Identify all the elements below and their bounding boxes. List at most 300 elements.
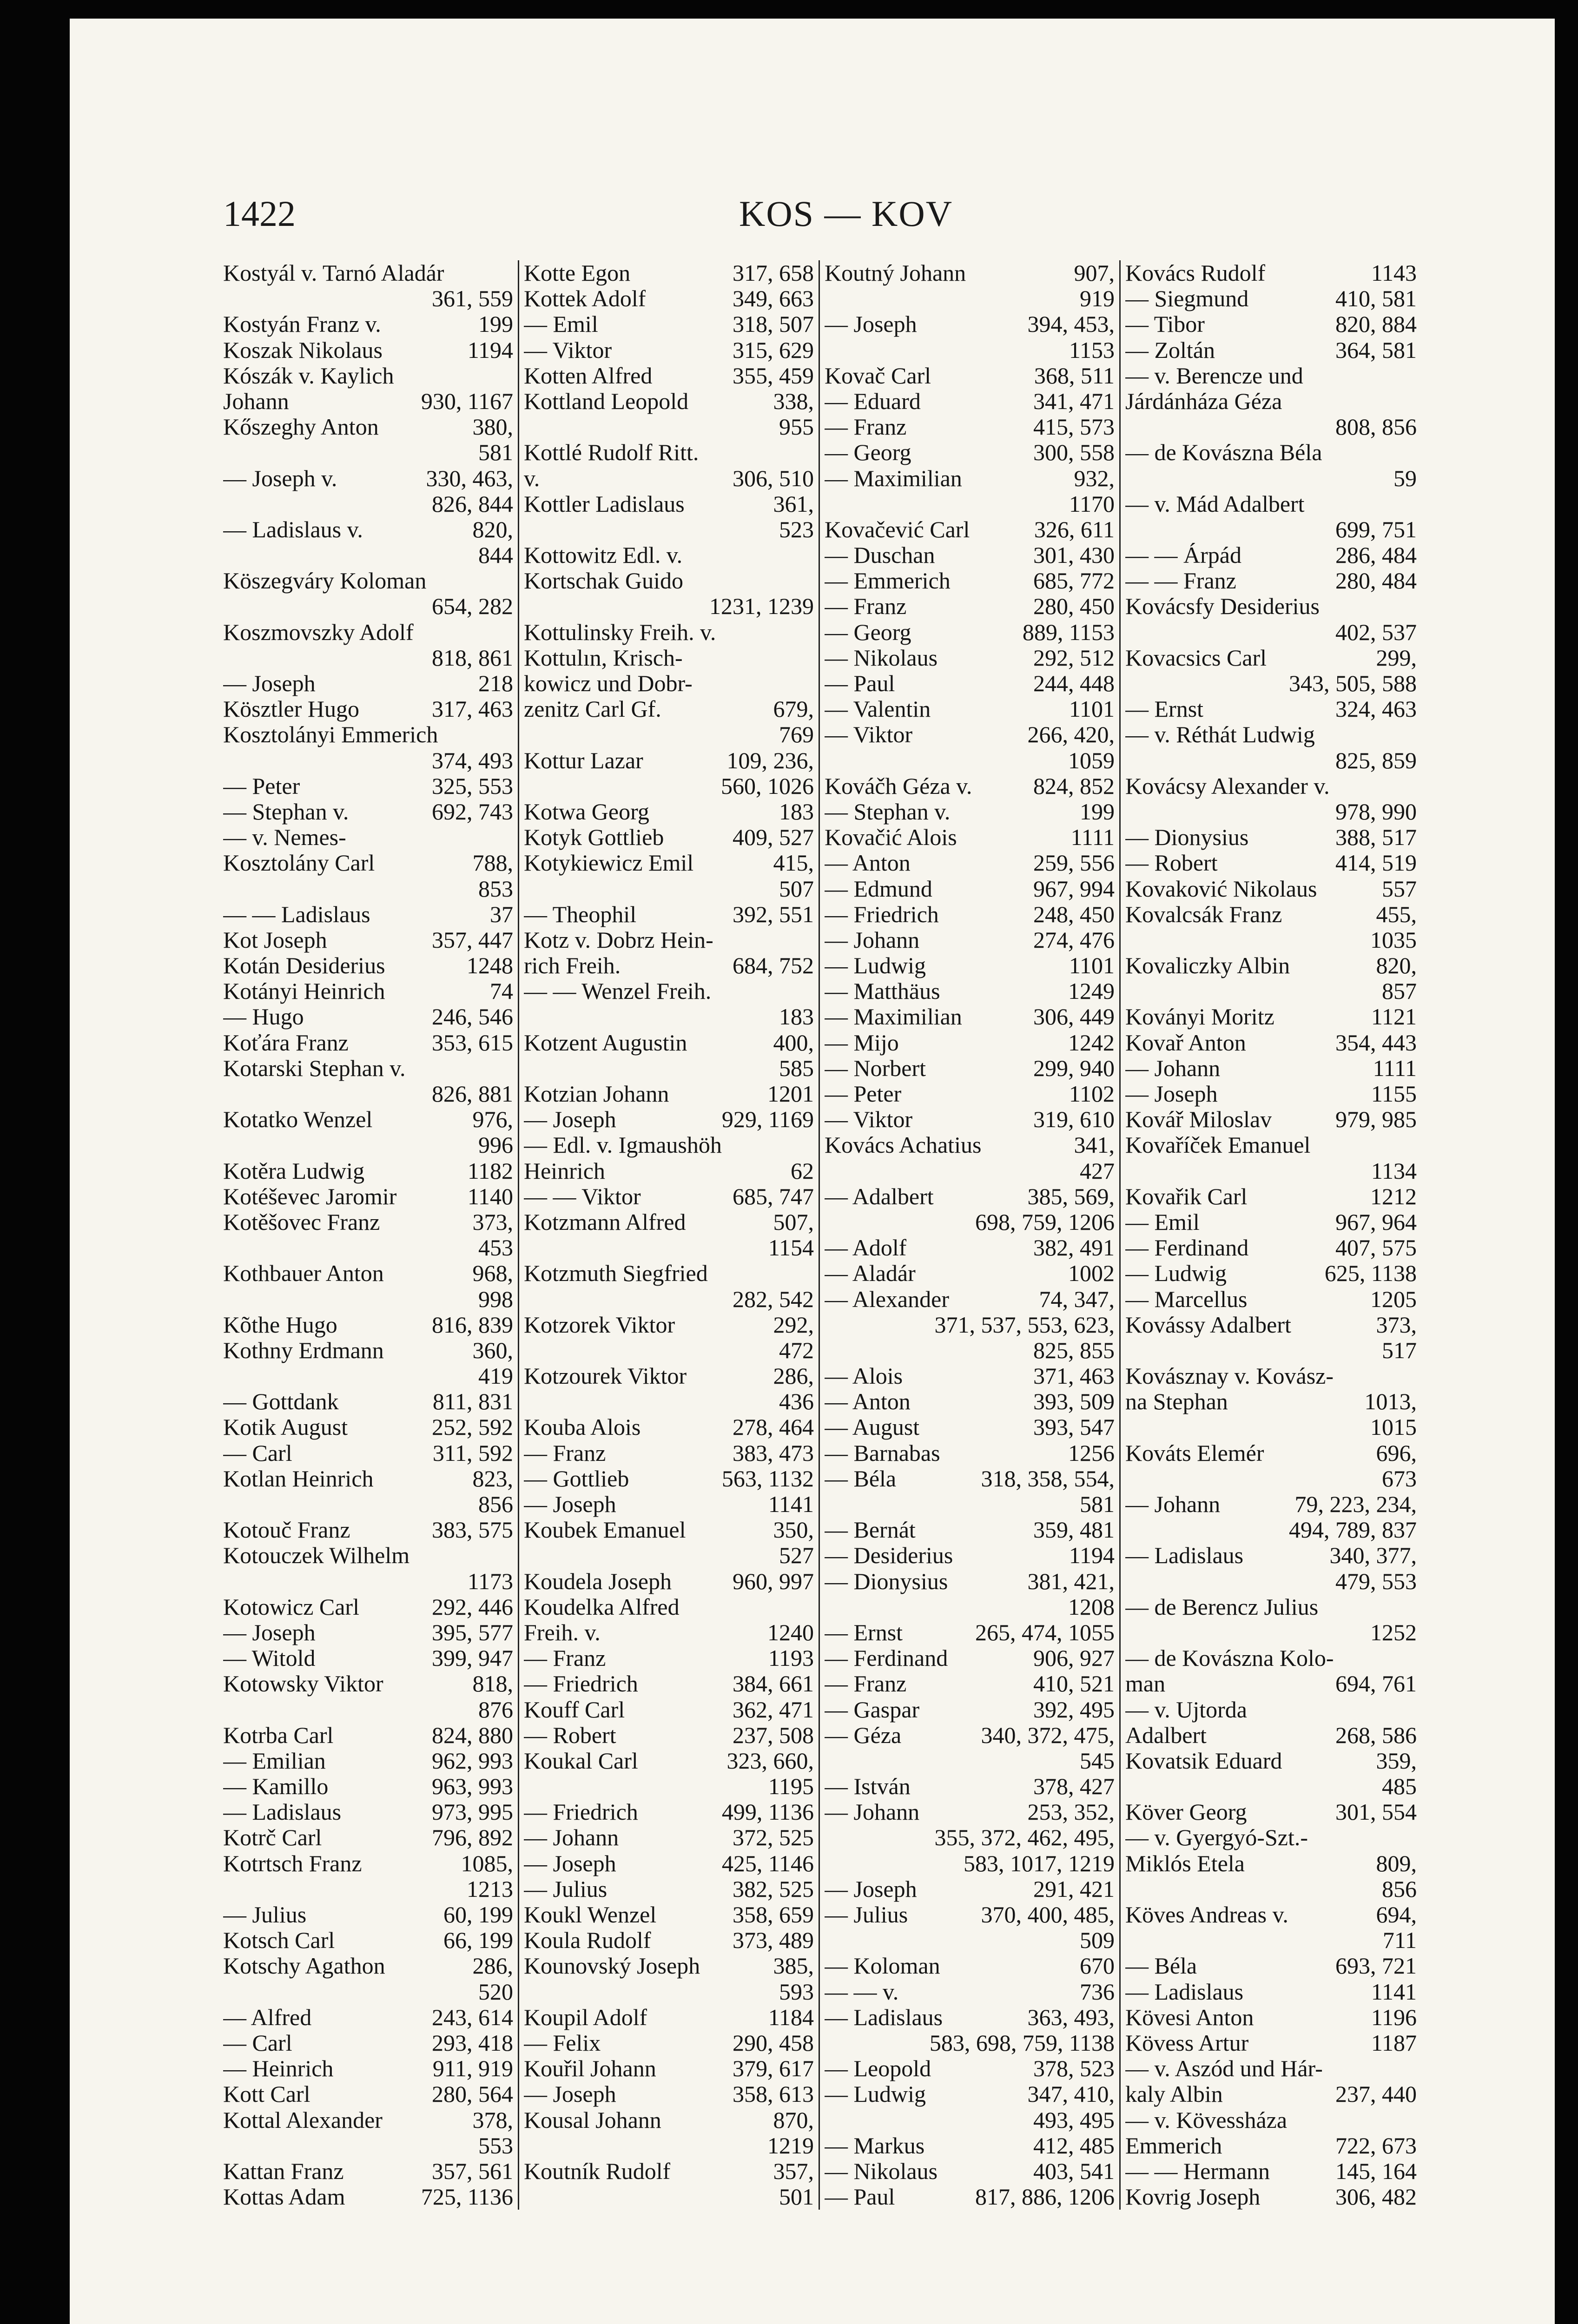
entry-refs: 292, 446 (432, 1594, 513, 1620)
entry-refs: 278, 464 (733, 1414, 814, 1440)
page-header (70, 184, 1555, 239)
entry-refs: 306, 482 (1335, 2184, 1417, 2210)
index-entry (1125, 1004, 1417, 1030)
entry-name: Kott Carl (223, 2081, 310, 2107)
entry-name: — Joseph (524, 2081, 616, 2107)
index-entry (1125, 1851, 1417, 1876)
entry-refs: 670 (1080, 1953, 1115, 1979)
index-entry (1125, 1081, 1417, 1107)
entry-refs: 410, 521 (1033, 1671, 1115, 1697)
entry-refs: 382, 525 (733, 1876, 814, 1902)
index-entry (223, 414, 513, 440)
entry-refs: 485 (1382, 1774, 1417, 1800)
column-2 (519, 260, 820, 2210)
entry-refs: 280, 564 (432, 2081, 513, 2107)
entry-name: Köves Andreas v. (1125, 1902, 1288, 1928)
entry-refs: 419 (478, 1363, 513, 1389)
index-entry (1125, 2081, 1417, 2107)
entry-refs: 1240 (767, 1619, 814, 1645)
index-entry (1125, 1030, 1417, 1056)
entry-refs: 286, 484 (1335, 542, 1417, 568)
index-entry (223, 2184, 513, 2210)
index-entry (223, 1261, 513, 1286)
index-entry (223, 978, 513, 1004)
entry-refs (1413, 594, 1417, 619)
index-entry (223, 466, 513, 491)
entry-name: — Gaspar (825, 1697, 920, 1723)
entry-refs: 679, (773, 696, 814, 722)
entry-name: — Friedrich (524, 1799, 638, 1825)
entry-refs (1413, 1697, 1417, 1723)
index-entry (223, 1569, 513, 1594)
entry-refs: 1194 (1069, 1543, 1115, 1569)
entry-name: Koutník Rudolf (524, 2158, 671, 2184)
entry-name: — Tibor (1125, 311, 1205, 337)
index-entry (825, 1056, 1115, 1081)
entry-name: Kovář Miloslav (1125, 1107, 1272, 1133)
entry-name: — Peter (825, 1081, 902, 1107)
entry-name: Kostyán Franz v. (223, 311, 381, 337)
entry-name: Kovácsy Alexander v. (1125, 773, 1330, 799)
entry-refs: 1154 (768, 1235, 814, 1261)
entry-refs: 325, 553 (432, 773, 513, 799)
entry-name: Kovrig Joseph (1125, 2184, 1261, 2210)
entry-name: — August (825, 1414, 920, 1440)
entry-name: — Marcellus (1125, 1286, 1248, 1312)
index-entry (223, 1979, 513, 2005)
entry-refs: 769 (779, 722, 814, 748)
entry-refs (1413, 389, 1417, 414)
entry-name: Johann (223, 388, 289, 414)
column-3 (820, 260, 1121, 2210)
entry-refs: 237, 508 (733, 1722, 814, 1748)
index-entry (524, 1799, 814, 1825)
index-entry (524, 1543, 814, 1568)
entry-name: Kotten Alfred (524, 363, 653, 389)
index-entry (825, 1928, 1115, 1953)
entry-refs: 967, 994 (1033, 876, 1115, 902)
entry-refs: 74, 347, (1039, 1286, 1115, 1312)
index-entry (524, 1748, 814, 1774)
entry-name: — Alexander (825, 1286, 949, 1312)
index-entry (825, 1209, 1115, 1235)
entry-refs: 183 (779, 799, 814, 825)
entry-name: — Johann (524, 1825, 619, 1851)
entry-refs: 493, 495 (1033, 2107, 1115, 2133)
entry-refs: 1013, (1364, 1389, 1417, 1415)
entry-name: — v. Kövessháza (1125, 2107, 1287, 2133)
entry-name: Koszak Nikolaus (223, 337, 383, 363)
index-entry (223, 517, 513, 542)
entry-name: — Kamillo (223, 1774, 329, 1800)
entry-refs: 237, 440 (1335, 2081, 1417, 2107)
entry-refs (509, 1543, 513, 1568)
index-entry (1125, 1209, 1417, 1235)
index-entry (1125, 978, 1417, 1004)
book-page (70, 19, 1555, 2324)
entry-refs (509, 260, 513, 286)
entry-name: Kovaříček Emanuel (1125, 1132, 1311, 1158)
index-entry (524, 517, 814, 542)
entry-name: — Alfred (223, 2004, 312, 2030)
entry-name: — Carl (223, 1440, 292, 1466)
entry-refs: 385, (773, 1953, 814, 1979)
entry-name: — — Ladislaus (223, 901, 370, 927)
entry-refs: 414, 519 (1335, 850, 1417, 876)
entry-refs: 1184 (768, 2004, 814, 2030)
index-entry (223, 491, 513, 517)
index-entry (1125, 876, 1417, 902)
index-entry (825, 517, 1115, 542)
index-entry (524, 1466, 814, 1492)
entry-name: Kotzmann Alfred (524, 1209, 686, 1235)
index-entry (1125, 1697, 1417, 1723)
entry-refs: 581 (478, 440, 513, 466)
entry-name: — Eduard (825, 388, 921, 414)
index-entry (825, 1414, 1115, 1440)
entry-name: — de Berencz Julius (1125, 1594, 1319, 1620)
entry-name: — Anton (825, 850, 911, 876)
entry-refs: 699, 751 (1335, 516, 1417, 542)
entry-refs: 976, (472, 1107, 513, 1133)
entry-refs (1413, 773, 1417, 799)
entry-refs: 317, 463 (432, 696, 513, 722)
entry-refs: 199 (478, 311, 513, 337)
entry-refs: 625, 1138 (1324, 1261, 1417, 1287)
entry-refs: 1170 (1069, 491, 1115, 517)
entry-refs: 372, 525 (733, 1825, 814, 1851)
entry-refs: 252, 592 (432, 1414, 513, 1440)
index-entry (524, 363, 814, 389)
entry-refs: 373, (1376, 1312, 1417, 1338)
entry-name: Kotyk Gottlieb (524, 825, 664, 851)
entry-name: Kotschy Agathon (223, 1953, 385, 1979)
entry-name: Kovács Achatius (825, 1132, 982, 1158)
entry-name: — Franz (524, 1440, 606, 1466)
entry-refs: 299, (1376, 645, 1417, 671)
entry-refs: 1231, 1239 (709, 594, 814, 620)
entry-refs (1413, 1594, 1417, 1620)
entry-refs: 60, 199 (443, 1902, 513, 1928)
entry-refs: 963, 993 (432, 1774, 513, 1800)
entry-name: Kousal Johann (524, 2107, 661, 2133)
index-entry (825, 2005, 1115, 2030)
entry-name: Kosztolány Carl (223, 850, 375, 876)
index-entry (524, 620, 814, 645)
index-entry (223, 902, 513, 927)
entry-refs: 494, 789, 837 (1289, 1517, 1417, 1543)
entry-name: — Robert (524, 1722, 616, 1748)
index-entry (524, 1594, 814, 1620)
entry-name: Kószák v. Kaylich (223, 363, 394, 389)
index-entry (1125, 1389, 1417, 1414)
index-entry (223, 389, 513, 414)
entry-name: v. (524, 465, 540, 491)
index-entry (825, 1466, 1115, 1492)
entry-refs: 694, 761 (1335, 1671, 1417, 1697)
entry-name: — Maximilian (825, 1004, 962, 1030)
entry-refs: 696, (1376, 1440, 1417, 1466)
entry-name: Miklós Etela (1125, 1850, 1245, 1876)
entry-refs: 79, 223, 234, (1294, 1492, 1417, 1517)
index-entry (825, 363, 1115, 389)
entry-name: — v. Réthát Ludwig (1125, 722, 1315, 748)
entry-refs: 381, 421, (1027, 1568, 1115, 1594)
index-entry (825, 1517, 1115, 1543)
index-entry (223, 1876, 513, 1902)
entry-refs: 286, (773, 1363, 814, 1389)
entry-refs: 978, 990 (1335, 799, 1417, 825)
entry-name: Koutný Johann (825, 260, 966, 286)
index-entry (223, 2159, 513, 2184)
index-entry (524, 414, 814, 440)
entry-name: Koula Rudolf (524, 1928, 651, 1954)
index-entry (524, 1363, 814, 1389)
index-entry (524, 1209, 814, 1235)
index-entry (223, 1132, 513, 1158)
entry-name: Heinrich (524, 1158, 605, 1184)
index-entry (825, 2184, 1115, 2210)
index-entry (524, 1440, 814, 1466)
entry-name: — Paul (825, 671, 895, 696)
index-entry (524, 825, 814, 850)
entry-refs: 1085, (461, 1850, 513, 1876)
entry-refs: 906, 927 (1033, 1645, 1115, 1671)
entry-refs: 425, 1146 (721, 1850, 814, 1876)
entry-name: Kotěra Ludwig (223, 1158, 365, 1184)
index-entry (524, 542, 814, 568)
entry-refs: 520 (478, 1979, 513, 2005)
entry-name: — v. Mád Adalbert (1125, 491, 1305, 517)
entry-refs: 593 (779, 1979, 814, 2005)
entry-refs: 507, (773, 1209, 814, 1235)
entry-name: Kotányi Heinrich (223, 978, 385, 1004)
index-entry (524, 1235, 814, 1261)
index-entry (223, 1902, 513, 1928)
entry-name: Koudela Joseph (524, 1568, 672, 1594)
entry-name: — Emil (1125, 1209, 1200, 1235)
entry-name: — Anton (825, 1389, 911, 1415)
entry-name: Kováčh Géza v. (825, 773, 972, 799)
index-entry (1125, 1184, 1417, 1209)
entry-refs: 341, 471 (1033, 388, 1115, 414)
entry-name: Kottek Adolf (524, 286, 646, 312)
entry-refs (1413, 363, 1417, 389)
entry-name: — Nikolaus (825, 2158, 938, 2184)
page-number: 1422 (223, 193, 296, 234)
entry-refs (509, 825, 513, 850)
entry-refs (509, 620, 513, 645)
index-entry (223, 1363, 513, 1389)
entry-name: Kouba Alois (524, 1414, 641, 1440)
index-entry (825, 1184, 1115, 1209)
entry-refs: 809, (1376, 1850, 1417, 1876)
entry-name: Kosztolányi Emmerich (223, 722, 438, 748)
entry-refs: 1155 (1371, 1081, 1417, 1107)
entry-name: — Emmerich (825, 568, 951, 594)
entry-refs (810, 1132, 814, 1158)
entry-refs (1413, 2107, 1417, 2133)
entry-refs: 817, 886, 1206 (975, 2184, 1115, 2210)
entry-refs: 1182 (467, 1158, 513, 1184)
entry-refs: 820, (472, 516, 513, 542)
entry-name: Kothny Erdmann (223, 1337, 384, 1363)
entry-name: Kotouczek Wilhelm (223, 1543, 410, 1569)
entry-name: — Felix (524, 2030, 601, 2056)
entry-name: — v. Berencze und (1125, 363, 1303, 389)
index-entry (223, 2056, 513, 2081)
index-entry (223, 1748, 513, 1774)
entry-name: — Johann (1125, 1055, 1221, 1081)
entry-name: — Ludwig (825, 2081, 926, 2107)
entry-refs: 392, 495 (1033, 1697, 1115, 1723)
entry-refs: 1249 (1068, 978, 1115, 1004)
index-entry (825, 722, 1115, 747)
index-entry (1125, 2159, 1417, 2184)
entry-name: — Mijo (825, 1030, 899, 1056)
entry-refs: 291, 421 (1033, 1876, 1115, 1902)
entry-refs: 1252 (1370, 1619, 1417, 1645)
entry-name: Kounovský Joseph (524, 1953, 700, 1979)
entry-refs: 427 (1080, 1158, 1115, 1184)
index-entry (1125, 1825, 1417, 1850)
entry-refs: 996 (478, 1132, 513, 1158)
entry-name: — Witold (223, 1645, 316, 1671)
entry-name: Kovař Anton (1125, 1030, 1246, 1056)
index-entry (524, 1697, 814, 1723)
entry-name: Koukl Wenzel (524, 1902, 657, 1928)
entry-refs: 876 (478, 1697, 513, 1723)
entry-refs: 856 (478, 1492, 513, 1517)
entry-refs: 299, 940 (1033, 1055, 1115, 1081)
index-entry (1125, 1414, 1417, 1440)
index-entry (825, 620, 1115, 645)
entry-refs (1413, 1825, 1417, 1850)
index-entry (223, 850, 513, 876)
entry-name: — — Viktor (524, 1183, 641, 1209)
index-entry (524, 1287, 814, 1312)
entry-name: — Ladislaus (1125, 1979, 1244, 2005)
entry-refs: 955 (779, 414, 814, 440)
index-entry (1125, 902, 1417, 927)
entry-refs (810, 568, 814, 594)
entry-refs: 1102 (1069, 1081, 1115, 1107)
entry-refs: 286, (472, 1953, 513, 1979)
entry-refs: 1256 (1068, 1440, 1115, 1466)
entry-name: — Theophil (524, 901, 637, 927)
index-entry (223, 722, 513, 747)
index-entry (1125, 1440, 1417, 1466)
index-entry (524, 1312, 814, 1338)
index-entry (524, 645, 814, 671)
entry-name: Kovaković Nikolaus (1125, 876, 1317, 902)
entry-name: — Friedrich (524, 1671, 638, 1697)
index-entry (825, 645, 1115, 671)
index-entry (1125, 466, 1417, 491)
entry-name: Kotik August (223, 1414, 348, 1440)
entry-refs: 338, (773, 388, 814, 414)
entry-refs (1413, 1132, 1417, 1158)
entry-name: — Hugo (223, 1004, 304, 1030)
entry-refs: 373, (472, 1209, 513, 1235)
entry-name: — Koloman (825, 1953, 940, 1979)
index-entry (223, 1492, 513, 1517)
entry-name: Kotz v. Dobrz Hein- (524, 927, 713, 953)
index-entry (1125, 620, 1417, 645)
index-entry (825, 2030, 1115, 2056)
index-entry (825, 389, 1115, 414)
index-entry (223, 1184, 513, 1209)
entry-refs: 318, 358, 554, (981, 1466, 1115, 1492)
entry-name: — Julius (825, 1902, 908, 1928)
entry-refs: 243, 614 (432, 2004, 513, 2030)
entry-name: — Julius (524, 1876, 607, 1902)
entry-name: — v. Nemes- (223, 825, 346, 851)
entry-refs: 1212 (1370, 1183, 1417, 1209)
index-entry (524, 1620, 814, 1645)
entry-name: Kotwa Georg (524, 799, 649, 825)
entry-refs: 932, (1074, 465, 1115, 491)
entry-refs: 370, 400, 485, (981, 1902, 1115, 1928)
entry-refs (1413, 440, 1417, 465)
index-entry (223, 671, 513, 696)
entry-refs: 380, (472, 414, 513, 440)
index-entry (223, 1209, 513, 1235)
entry-refs: 722, 673 (1335, 2133, 1417, 2159)
index-entry (825, 1774, 1115, 1799)
entry-refs: 1143 (1371, 260, 1417, 286)
entry-name: Kottlé Rudolf Ritt. (524, 440, 699, 466)
entry-refs: 455, (1376, 901, 1417, 927)
index-entry (223, 2107, 513, 2133)
entry-refs: 368, 511 (1034, 363, 1115, 389)
index-entry (223, 1338, 513, 1363)
entry-name: Kováts Elemér (1125, 1440, 1264, 1466)
index-entry (524, 696, 814, 722)
index-entry (825, 978, 1115, 1004)
index-entry (223, 1081, 513, 1107)
entry-name: — Paul (825, 2184, 895, 2210)
index-entry (825, 2056, 1115, 2081)
entry-refs (1413, 1363, 1417, 1389)
entry-refs: 319, 610 (1033, 1107, 1115, 1133)
entry-name: — Gottdank (223, 1389, 339, 1415)
index-entry (1125, 1902, 1417, 1928)
index-entry (524, 286, 814, 311)
entry-refs: 317, 658 (733, 260, 814, 286)
entry-name: — Maximilian (825, 465, 962, 491)
entry-refs: 823, (472, 1466, 513, 1492)
entry-name: Kouřil Johann (524, 2056, 656, 2082)
entry-name: — v. Gyergyó-Szt.- (1125, 1825, 1308, 1851)
index-entry (1125, 645, 1417, 671)
entry-refs: 388, 517 (1335, 825, 1417, 851)
entry-refs: 282, 542 (733, 1286, 814, 1312)
entry-refs: 412, 485 (1033, 2133, 1115, 2159)
entry-refs: 403, 541 (1033, 2158, 1115, 2184)
entry-name: — Markus (825, 2133, 925, 2159)
entry-refs: 301, 430 (1033, 542, 1115, 568)
entry-refs: 736 (1080, 1979, 1115, 2005)
entry-name: Kotowsky Viktor (223, 1671, 383, 1697)
index-entry (825, 1851, 1115, 1876)
entry-refs: 340, 372, 475, (981, 1722, 1115, 1748)
index-entry (524, 2030, 814, 2056)
entry-name: Kovács Rudolf (1125, 260, 1266, 286)
entry-name: Kottowitz Edl. v. (524, 542, 683, 568)
entry-refs: 379, 617 (733, 2056, 814, 2082)
index-entry (524, 1953, 814, 1979)
